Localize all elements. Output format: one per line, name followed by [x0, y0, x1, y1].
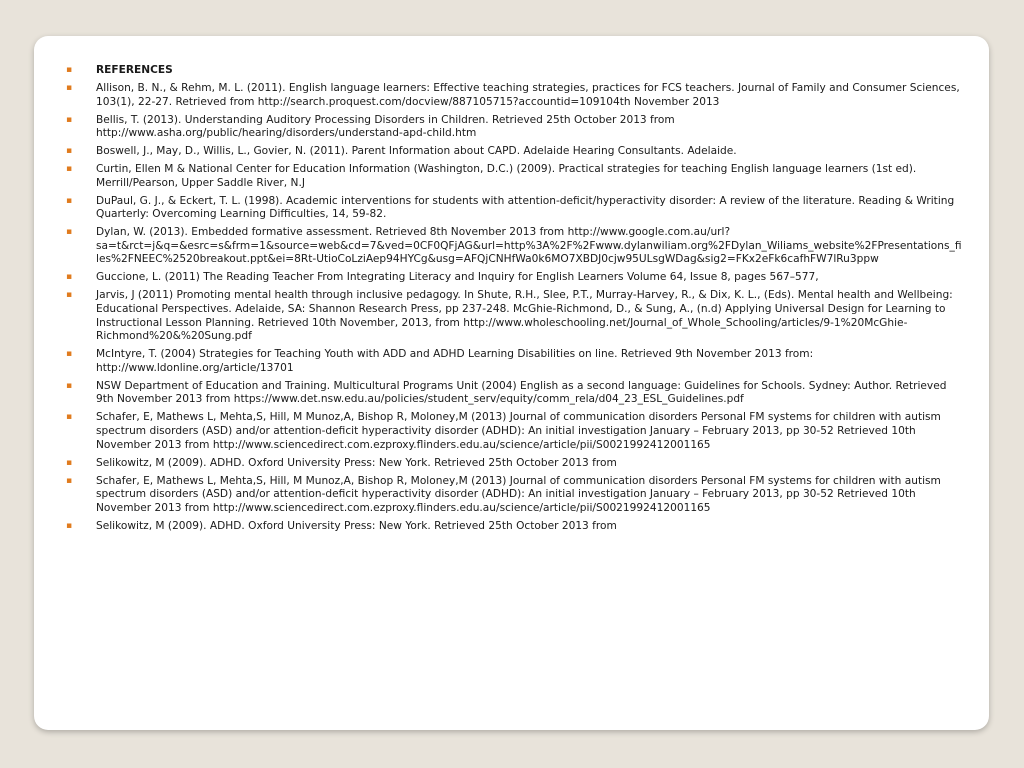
bullet-icon: ▪: [66, 475, 73, 486]
reference-item: [62, 411, 964, 452]
bullet-icon: ▪: [66, 195, 73, 206]
reference-item: [62, 289, 964, 343]
bullet-icon: ▪: [66, 520, 73, 531]
reference-item: [62, 348, 964, 375]
references-heading: REFERENCES: [96, 64, 173, 76]
reference-text: Guccione, L. (2011) The Reading Teacher From Integrating Literacy and Inquiry for English Learners Volume 64, Issue 8, pages 567–577,: [96, 271, 819, 284]
bullet-icon: ▪: [66, 457, 73, 468]
reference-text: McIntyre, T. (2004) Strategies for Teaching Youth with ADD and ADHD Learning Disabilities on line. Retrieved 9th November 2013 from: http://www.ldonline.org/article/13701: [96, 348, 814, 374]
bullet-icon: ▪: [66, 349, 73, 360]
reference-text: Schafer, E, Mathews L, Mehta,S, Hill, M Munoz,A, Bishop R, Moloney,M (2013) Journal of communication disorders Personal FM systems for children with autism spectrum disorders (ASD) and/or attention-deficit hyperactivity disorder (ADHD): An initial investigation January – February 2013, pp 30-52 Retrieved 10th November 2013 from http://www.sciencedirect.com.ezproxy.flinders.edu.au/science/article/pii/S0021992412001165: [96, 474, 941, 514]
reference-text: Selikowitz, M (2009). ADHD. Oxford University Press: New York. Retrieved 25th October 2013 from: [96, 519, 617, 532]
bullet-icon: ▪: [66, 380, 73, 391]
reference-text: Bellis, T. (2013). Understanding Auditory Processing Disorders in Children. Retrieved 25th October 2013 from http://www.asha.org/public/hearing/disorders/understand-apd-child.htm: [96, 113, 675, 140]
bullet-icon: ▪: [66, 164, 73, 175]
reference-item: [62, 145, 964, 159]
reference-item: [62, 226, 964, 267]
reference-item: [62, 520, 964, 534]
reference-item: [62, 163, 964, 190]
bullet-icon: ▪: [66, 412, 73, 423]
reference-text: Selikowitz, M (2009). ADHD. Oxford University Press: New York. Retrieved 25th October 2013 from: [96, 456, 617, 469]
reference-list: [62, 64, 964, 538]
reference-item: [62, 82, 964, 109]
reference-text: Boswell, J., May, D., Willis, L., Govier, N. (2011). Parent Information about CAPD. Adelaide Hearing Consultants. Adelaide.: [96, 145, 737, 158]
reference-item: [62, 475, 964, 516]
references-heading-item: [62, 64, 964, 78]
reference-item: [62, 195, 964, 222]
bullet-icon: ▪: [66, 227, 73, 238]
reference-text: Allison, B. N., & Rehm, M. L. (2011). English language learners: Effective teaching strategies, practices for FCS teachers. Journal of Family and Consumer Sciences, 103(1), 22-27. Retrieved from http://search.proquest.com/docview/887105715?accountid=109104th November 2013: [96, 81, 960, 108]
reference-text: Schafer, E, Mathews L, Mehta,S, Hill, M Munoz,A, Bishop R, Moloney,M (2013) Journal of communication disorders Personal FM systems for children with autism spectrum disorders (ASD) and/or attention-deficit hyperactivity disorder (ADHD): An initial investigation January – February 2013, pp 30-52 Retrieved 10th November 2013 from http://www.sciencedirect.com.ezproxy.flinders.edu.au/science/article/pii/S0021992412001165: [96, 411, 941, 451]
bullet-icon: ▪: [66, 290, 73, 301]
reference-item: [62, 114, 964, 141]
reference-text: Dylan, W. (2013). Embedded formative assessment. Retrieved 8th November 2013 from http://www.google.com.au/url?sa=t&rct=j&q=&esrc=s&frm=1&source=web&cd=7&ved=0CF0QFjAG&url=http%3A%2F%2Fwww.dylanwiliam.org%2FDylan_Wiliams_website%2FPresentations_files%2FNEEC%2520breakout.ppt&ei=8Rt-UtioCoLziAep94HYCg&usg=AFQjCNHfWa0k6MO7XBDJ0cjw95ULsgWDag&sig2=FKx2eFk6cafhFW7lRu3ppw: [96, 226, 962, 266]
bullet-icon: ▪: [66, 114, 73, 125]
reference-text: DuPaul, G. J., & Eckert, T. L. (1998). Academic interventions for students with attention-deficit/hyperactivity disorder: A review of the literature. Reading & Writing Quarterly: Overcoming Learning Difficulties, 14, 59-82.: [96, 194, 955, 221]
reference-item: [62, 380, 964, 407]
bullet-icon: ▪: [66, 272, 73, 283]
bullet-icon: ▪: [66, 146, 73, 157]
reference-text: Jarvis, J (2011) Promoting mental health through inclusive pedagogy. In Shute, R.H., Slee, P.T., Murray-Harvey, R., & Dix, K. L., (Eds). Mental health and Wellbeing: Educational Perspectives. Adelaide, SA: Shannon Research Press, pp 237-248. McGhie-Richmond, D., & Sung, A., (n.d) Applying Universal Design for Learning to Instructional Lesson Planning. Retrieved 10th November, 2013, from http://www.wholeschooling.net/Journal_of_Whole_Schooling/articles/9-1%20McGhie-Richmond%20&%20Sung.pdf: [96, 289, 953, 343]
reference-text: NSW Department of Education and Training. Multicultural Programs Unit (2004) English as a second language: Guidelines for Schools. Sydney: Author. Retrieved 9th November 2013 from https://www.det.nsw.edu.au/policies/student_serv/equity/comm_rela/d04_23_ESL_Guidelines.pdf: [96, 379, 947, 406]
bullet-icon: ▪: [66, 82, 73, 93]
reference-item: [62, 271, 964, 285]
reference-item: [62, 457, 964, 471]
bullet-icon: ▪: [66, 65, 73, 75]
reference-text: Curtin, Ellen M & National Center for Education Information (Washington, D.C.) (2009). Practical strategies for teaching English language learners (1st ed). Merrill/Pearson, Upper Saddle River, N.J: [96, 163, 917, 189]
